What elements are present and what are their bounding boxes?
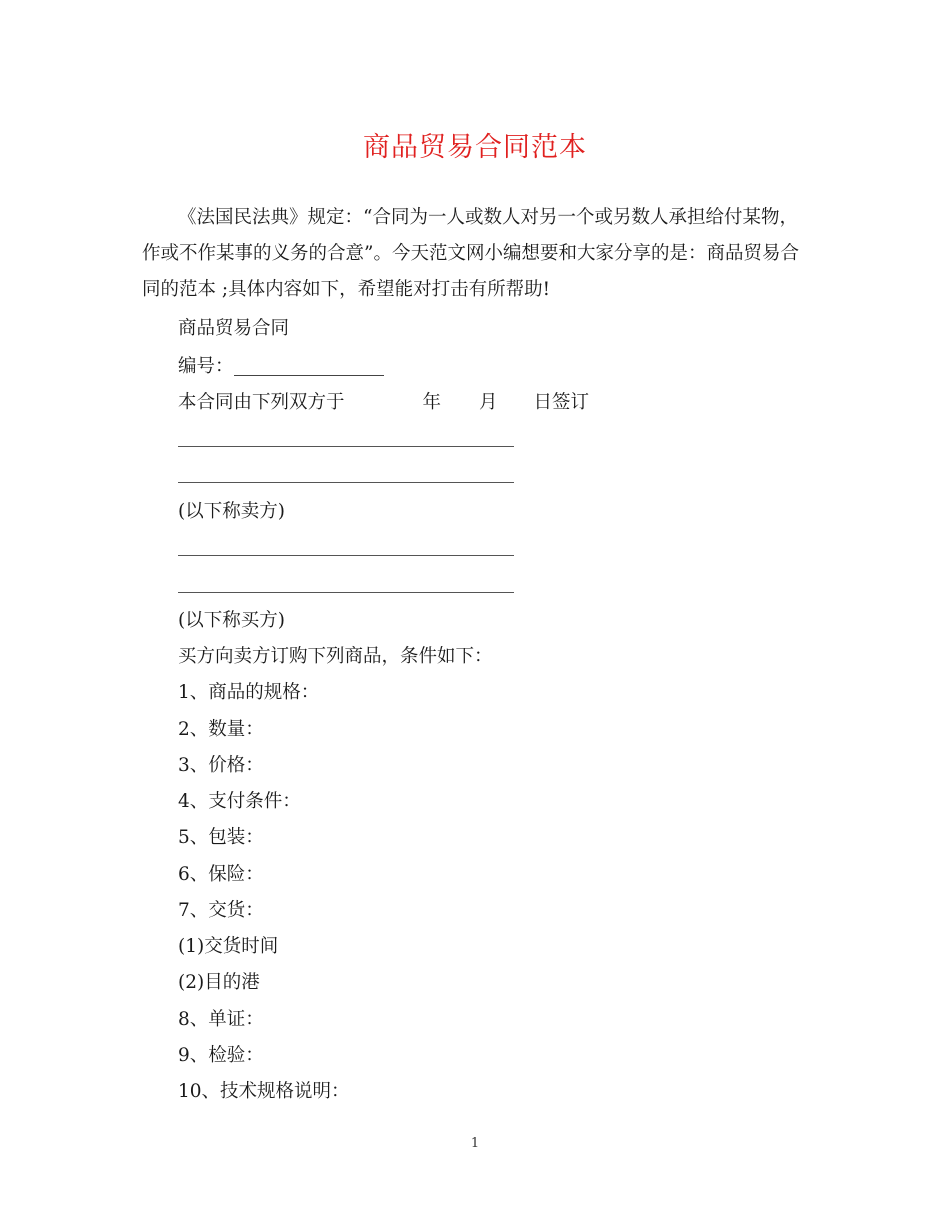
clause-item: 2、数量： xyxy=(178,719,264,740)
signing-line xyxy=(178,390,589,416)
clause-item: 4、支付条件： xyxy=(178,791,301,812)
seller-address-blank[interactable] xyxy=(178,482,514,483)
clause-subitem: (2)目的港 xyxy=(178,972,260,993)
signing-month: 月 xyxy=(479,392,498,413)
signing-prefix: 本合同由下列双方于 xyxy=(178,392,345,413)
clause-item: 7、交货： xyxy=(178,900,264,921)
contract-number-blank[interactable] xyxy=(234,355,384,376)
signing-year: 年 xyxy=(422,392,442,413)
clause-item: 5、包装： xyxy=(178,827,264,848)
seller-name-blank[interactable] xyxy=(178,446,514,447)
contract-number-line xyxy=(178,354,384,380)
signing-day: 日签订 xyxy=(533,392,590,413)
seller-label: (以下称卖方) xyxy=(178,501,285,522)
clause-item: 3、价格： xyxy=(178,755,264,776)
buyer-label: (以下称买方) xyxy=(178,610,285,631)
buyer-name-blank[interactable] xyxy=(178,555,514,556)
intro-paragraph: 《法国民法典》规定：“合同为一人或数人对另一个或另数人承担给付某物，作或不作某事的义务的合意”。今天范文网小编想要和大家分享的是：商品贸易合同的范本 ;具体内容如下，希望能对打击有所帮助! xyxy=(142,207,799,300)
clause-item: 6、保险： xyxy=(178,864,264,885)
order-statement: 买方向卖方订购下列商品，条件如下： xyxy=(178,646,493,667)
page-number: 1 xyxy=(470,1136,480,1151)
clause-item: 9、检验： xyxy=(178,1045,264,1066)
document-title: 商品贸易合同范本 xyxy=(363,132,587,163)
contract-number-label: 编号： xyxy=(178,356,234,377)
buyer-address-blank[interactable] xyxy=(178,592,514,593)
clause-subitem: (1)交货时间 xyxy=(178,936,279,957)
clause-item: 1、商品的规格： xyxy=(178,682,320,703)
contract-heading: 商品贸易合同 xyxy=(178,318,290,339)
clause-item: 10、技术规格说明： xyxy=(178,1081,350,1102)
clause-item: 8、单证： xyxy=(178,1009,264,1030)
